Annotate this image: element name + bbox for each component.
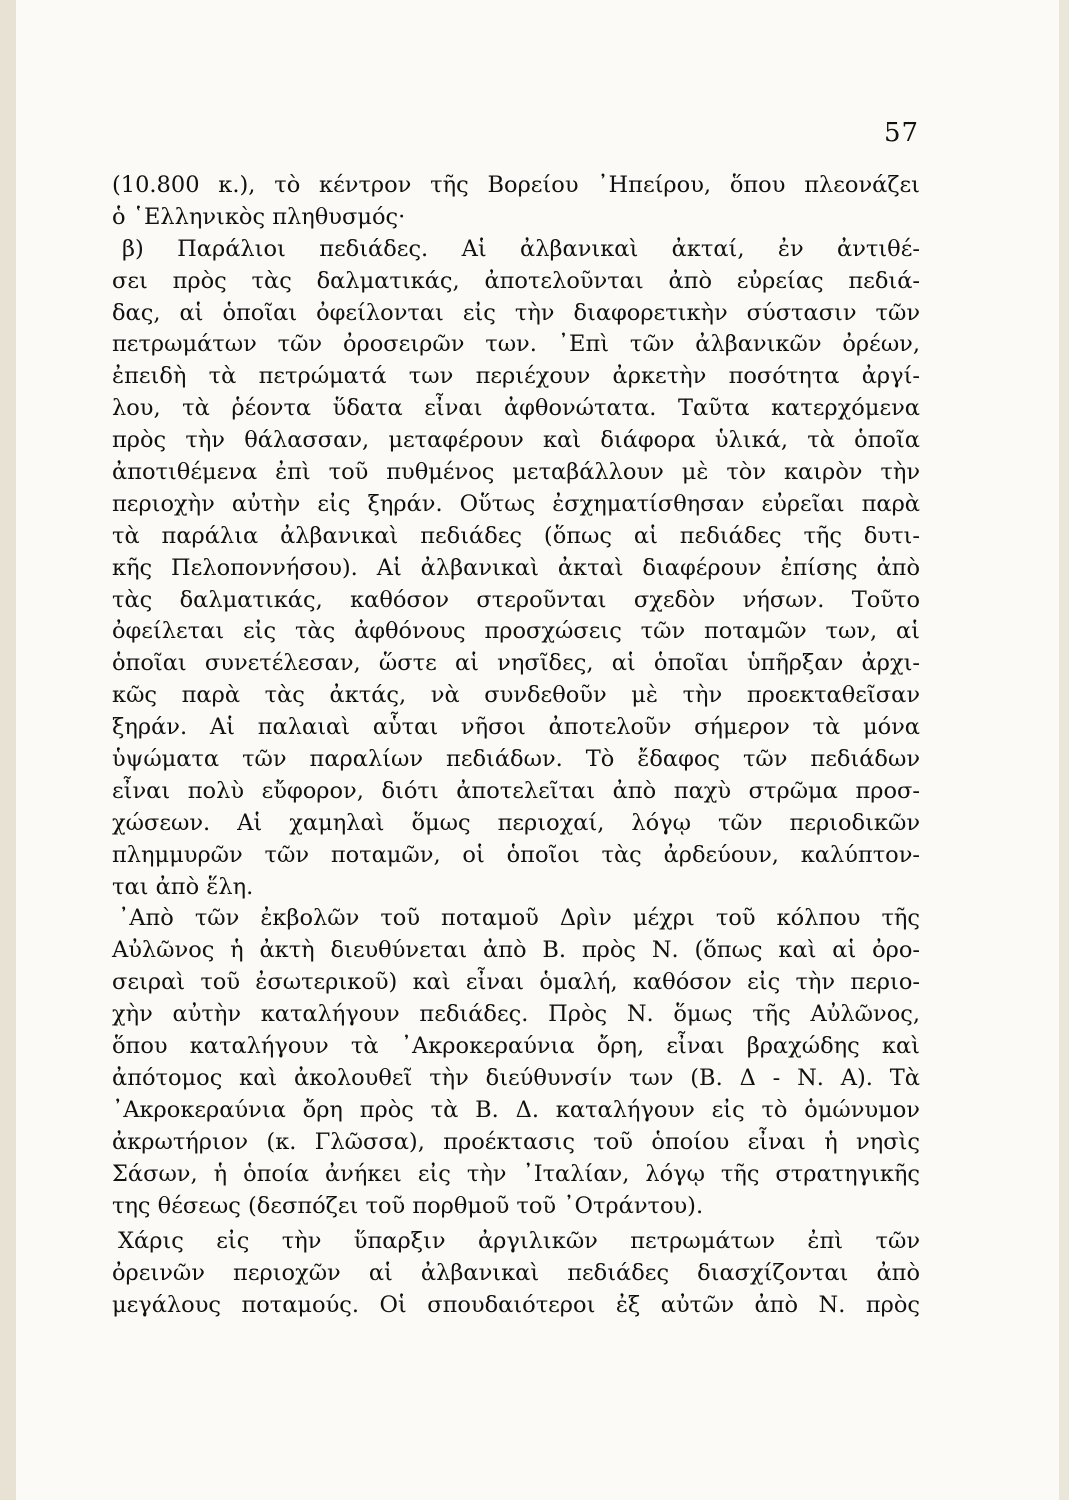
text-line: ὁποῖαι συνετέλεσαν, ὥστε αἱ νησῖδες, αἱ ὁποῖαι ὑπῆρξαν ἀρχι- <box>112 650 920 677</box>
page-number: 57 <box>884 118 920 148</box>
text-line: περιοχὴν αὐτὴν εἰς ξηράν. Οὕτως ἐσχηματίσθησαν εὐρεῖαι παρὰ <box>112 490 920 517</box>
text-line: πετρωμάτων τῶν ὀροσειρῶν των. ᾿Επὶ τῶν ἀλβανικῶν ὀρέων, <box>112 331 920 358</box>
text-line: ξηράν. Αἱ παλαιαὶ αὗται νῆσοι ἀποτελοῦν σήμερον τὰ μόνα <box>112 714 920 741</box>
text-line: ὑψώματα τῶν παραλίων πεδιάδων. Τὸ ἔδαφος τῶν πεδιάδων <box>112 746 920 773</box>
text-line: δας, αἱ ὁποῖαι ὀφείλονται εἰς τὴν διαφορετικὴν σύστασιν τῶν <box>112 299 920 326</box>
text-line: τὰ παράλια ἀλβανικαὶ πεδιάδες (ὅπως αἱ πεδιάδες τῆς δυτι- <box>112 522 920 549</box>
text-line: ᾿Ακροκεραύνια ὄρη πρὸς τὰ Β. Δ. καταλήγουν εἰς τὸ ὁμώνυμον <box>112 1096 920 1123</box>
text-line: ται ἀπὸ ἕλη. <box>112 873 254 900</box>
body-text <box>112 170 920 1322</box>
section-heading-line: β) Παράλιοι πεδιάδες. Αἱ ἀλβανικαὶ ἀκταί, ἐν ἀντιθέ- <box>122 235 920 262</box>
text-line: χὴν αὐτὴν καταλήγουν πεδιάδες. Πρὸς Ν. ὅμως τῆς Αὐλῶνος, <box>112 1001 920 1028</box>
text-line: τὰς δαλματικάς, καθόσον στεροῦνται σχεδὸν νήσων. Τοῦτο <box>112 586 920 613</box>
text-line: ὁ ῾Ελληνικὸς πληθυσμός· <box>112 203 406 230</box>
paragraph-start-line: ᾿Απὸ τῶν ἐκβολῶν τοῦ ποταμοῦ Δρὶν μέχρι τοῦ κόλπου τῆς <box>118 905 920 932</box>
text-line: κῶς παρὰ τὰς ἀκτάς, νὰ συνδεθοῦν μὲ τὴν προεκταθεῖσαν <box>112 682 920 709</box>
text-line: ἀκρωτήριον (κ. Γλῶσσα), προέκτασις τοῦ ὁποίου εἶναι ἡ νησὶς <box>112 1128 920 1155</box>
text-line: μεγάλους ποταμούς. Οἱ σπουδαιότεροι ἐξ αὐτῶν ἀπὸ Ν. πρὸς <box>112 1292 920 1319</box>
text-line: ὀφείλεται εἰς τὰς ἀφθόνους προσχώσεις τῶν ποταμῶν των, αἱ <box>112 618 920 645</box>
text-line: ἐπειδὴ τὰ πετρώματά των περιέχουν ἀρκετὴν ποσότητα ἀργί- <box>112 363 920 390</box>
text-line: πλημμυρῶν τῶν ποταμῶν, οἱ ὁποῖοι τὰς ἀρδεύουν, καλύπτον- <box>112 841 920 868</box>
text-line: Σάσων, ἡ ὁποία ἀνήκει εἰς τὴν ᾿Ιταλίαν, λόγῳ τῆς στρατηγικῆς <box>112 1160 920 1187</box>
paragraph-start-line: Χάρις εἰς τὴν ὕπαρξιν ἀργιλικῶν πετρωμάτων ἐπὶ τῶν <box>118 1228 920 1255</box>
text-line: ὅπου καταλήγουν τὰ ᾿Ακροκεραύνια ὄρη, εἶναι βραχώδης καὶ <box>112 1033 920 1060</box>
text-line: κῆς Πελοποννήσου). Αἱ ἀλβανικαὶ ἀκταὶ διαφέρουν ἐπίσης ἀπὸ <box>112 554 920 581</box>
text-line: (10.800 κ.), τὸ κέντρον τῆς Βορείου ᾿Ηπείρου, ὅπου πλεονάζει <box>112 172 920 198</box>
text-line: Αὐλῶνος ἡ ἀκτὴ διευθύνεται ἀπὸ Β. πρὸς Ν. (ὅπως καὶ αἱ ὀρο- <box>112 937 920 964</box>
text-line: ἀποτιθέμενα ἐπὶ τοῦ πυθμένος μεταβάλλουν μὲ τὸν καιρὸν τὴν <box>112 459 920 486</box>
text-line: πρὸς τὴν θάλασσαν, μεταφέρουν καὶ διάφορα ὑλικά, τὰ ὁποῖα <box>112 427 920 454</box>
text-line: σει πρὸς τὰς δαλματικάς, ἀποτελοῦνται ἀπὸ εὐρείας πεδιά- <box>112 267 920 294</box>
text-line: ἀπότομος καὶ ἀκολουθεῖ τὴν διεύθυνσίν των (Β. Δ - Ν. Α). Τὰ <box>112 1064 920 1091</box>
text-line: της θέσεως (δεσπόζει τοῦ πορθμοῦ τοῦ ᾿Οτράντου). <box>112 1192 704 1219</box>
text-line: σειραὶ τοῦ ἐσωτερικοῦ) καὶ εἶναι ὁμαλή, καθόσον εἰς τὴν περιο- <box>112 969 920 996</box>
text-line: εἶναι πολὺ εὔφορον, διότι ἀποτελεῖται ἀπὸ παχὺ στρῶμα προσ- <box>112 777 920 804</box>
text-line: λου, τὰ ῥέοντα ὕδατα εἶναι ἀφθονώτατα. Ταῦτα κατερχόμενα <box>112 395 920 422</box>
text-line: ὀρεινῶν περιοχῶν αἱ ἀλβανικαὶ πεδιάδες διασχίζονται ἀπὸ <box>112 1260 920 1287</box>
text-line: χώσεων. Αἱ χαμηλαὶ ὅμως περιοχαί, λόγῳ τῶν περιοδικῶν <box>112 809 920 836</box>
